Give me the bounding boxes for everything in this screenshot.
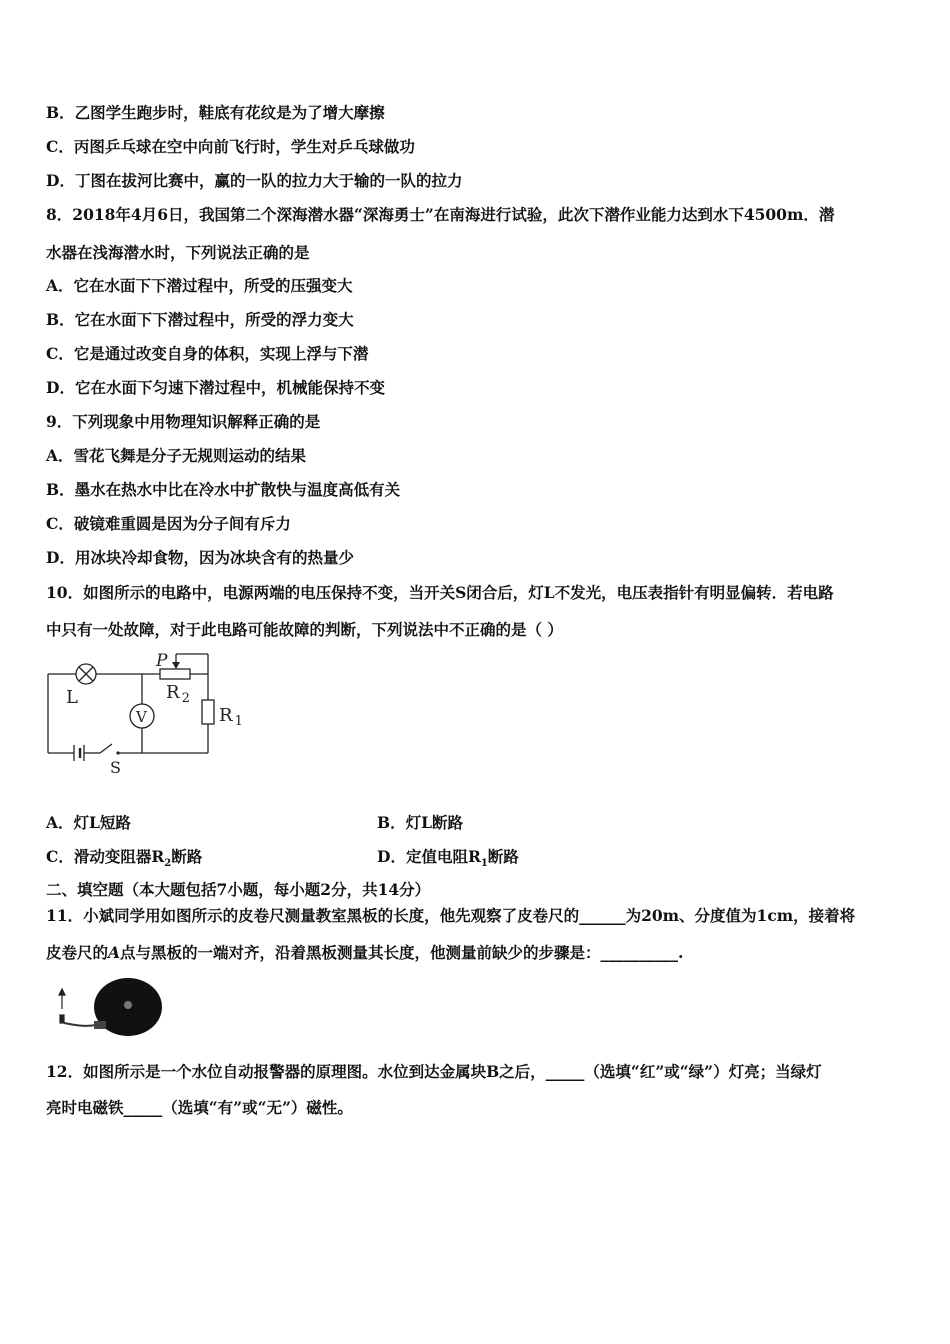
slider-arrow-icon — [172, 662, 180, 669]
q9-option-b: B．墨水在热水中比在冷水中扩散快与温度高低有关 — [46, 480, 401, 499]
lamp-label: L — [66, 687, 78, 708]
tape-measure-image — [50, 975, 165, 1040]
rheostat-label — [166, 682, 190, 706]
q8-option-c: C．它是通过改变自身的体积，实现上浮与下潜 — [46, 344, 369, 363]
q10-option-a: A．灯L短路 — [46, 813, 131, 832]
slider-label: P — [156, 651, 168, 671]
q8-option-a: A．它在水面下下潜过程中，所受的压强变大 — [46, 276, 353, 295]
q11-stem-line2 — [46, 943, 683, 963]
q10-option-c-post: 断路 — [171, 847, 203, 866]
resistor-label — [219, 705, 243, 729]
resistor-r1-icon — [202, 700, 214, 724]
switch-label: S — [110, 758, 121, 777]
q8-option-b: B．它在水面下下潜过程中，所受的浮力变大 — [46, 310, 354, 329]
q10-stem-line2: 中只有一处故障，对于此电路可能故障的判断，下列说法中不正确的是（ ） — [46, 620, 563, 639]
q10-option-c — [46, 847, 202, 874]
q9-option-c: C．破镜难重圆是因为分子间有斥力 — [46, 514, 291, 533]
q11-point-a: A — [108, 943, 121, 962]
q7-option-b: B．乙图学生跑步时，鞋底有花纹是为了增大摩擦 — [46, 103, 385, 122]
rheostat-subscript: 2 — [181, 691, 190, 706]
q8-stem-line1: 8．2018年4月6日，我国第二个深海潜水器“深海勇士”在南海进行试验，此次下潜作业能力达到水下4500m．潜 — [46, 205, 835, 224]
q10-option-d-pre: D．定值电阻R — [377, 847, 481, 866]
lamp-icon — [76, 664, 96, 684]
resistor-subscript: 1 — [234, 714, 243, 729]
q11-stem-line1: 11．小斌同学用如图所示的皮卷尺测量教室黑板的长度，他先观察了皮卷尺的______为20m、分度值为1cm，接着将 — [46, 906, 856, 925]
q7-option-c: C．丙图乒乓球在空中向前飞行时，学生对乒乓球做功 — [46, 137, 415, 156]
q12-stem-line2: 亮时电磁铁_____（选填“有”或“无”）磁性。 — [46, 1098, 353, 1117]
switch-icon — [116, 751, 119, 754]
q9-option-a: A．雪花飞舞是分子无规则运动的结果 — [46, 446, 307, 465]
q7-option-d: D．丁图在拔河比赛中，赢的一队的拉力大于输的一队的拉力 — [46, 171, 463, 190]
q10-option-b: B．灯L断路 — [377, 813, 463, 832]
q8-option-d: D．它在水面下匀速下潜过程中，机械能保持不变 — [46, 378, 385, 397]
battery-icon — [74, 745, 84, 761]
q9-stem: 9．下列现象中用物理知识解释正确的是 — [46, 412, 321, 431]
q10-option-c-pre: C．滑动变阻器R — [46, 847, 165, 866]
q10-option-c-sub: 2 — [164, 858, 172, 870]
q9-option-d: D．用冰块冷却食物，因为冰块含有的热量少 — [46, 548, 354, 567]
q11-stem-post: 点与黑板的一端对齐，沿着黑板测量其长度，他测量前缺少的步骤是：__________. — [120, 943, 684, 962]
q10-stem-line1: 10．如图所示的电路中，电源两端的电压保持不变，当开关S闭合后，灯L不发光，电压表指针有明显偏转．若电路 — [46, 583, 834, 602]
q8-stem-line2: 水器在浅海潜水时，下列说法正确的是 — [46, 243, 310, 262]
q11-stem-pre: 皮卷尺的 — [46, 943, 109, 962]
q10-option-d-sub: 1 — [480, 858, 488, 870]
resistor-letter: R — [219, 705, 233, 726]
section-heading: 二、填空题（本大题包括7小题，每小题2分，共14分） — [46, 880, 431, 899]
q12-stem-line1: 12．如图所示是一个水位自动报警器的原理图。水位到达金属块B之后，_____（选填“红”或“绿”）灯亮；当绿灯 — [46, 1062, 822, 1081]
q10-option-d — [377, 847, 519, 874]
rheostat-letter: R — [166, 682, 180, 703]
circuit-diagram — [40, 648, 255, 778]
q10-option-d-post: 断路 — [487, 847, 519, 866]
voltmeter-label: V — [136, 708, 147, 726]
